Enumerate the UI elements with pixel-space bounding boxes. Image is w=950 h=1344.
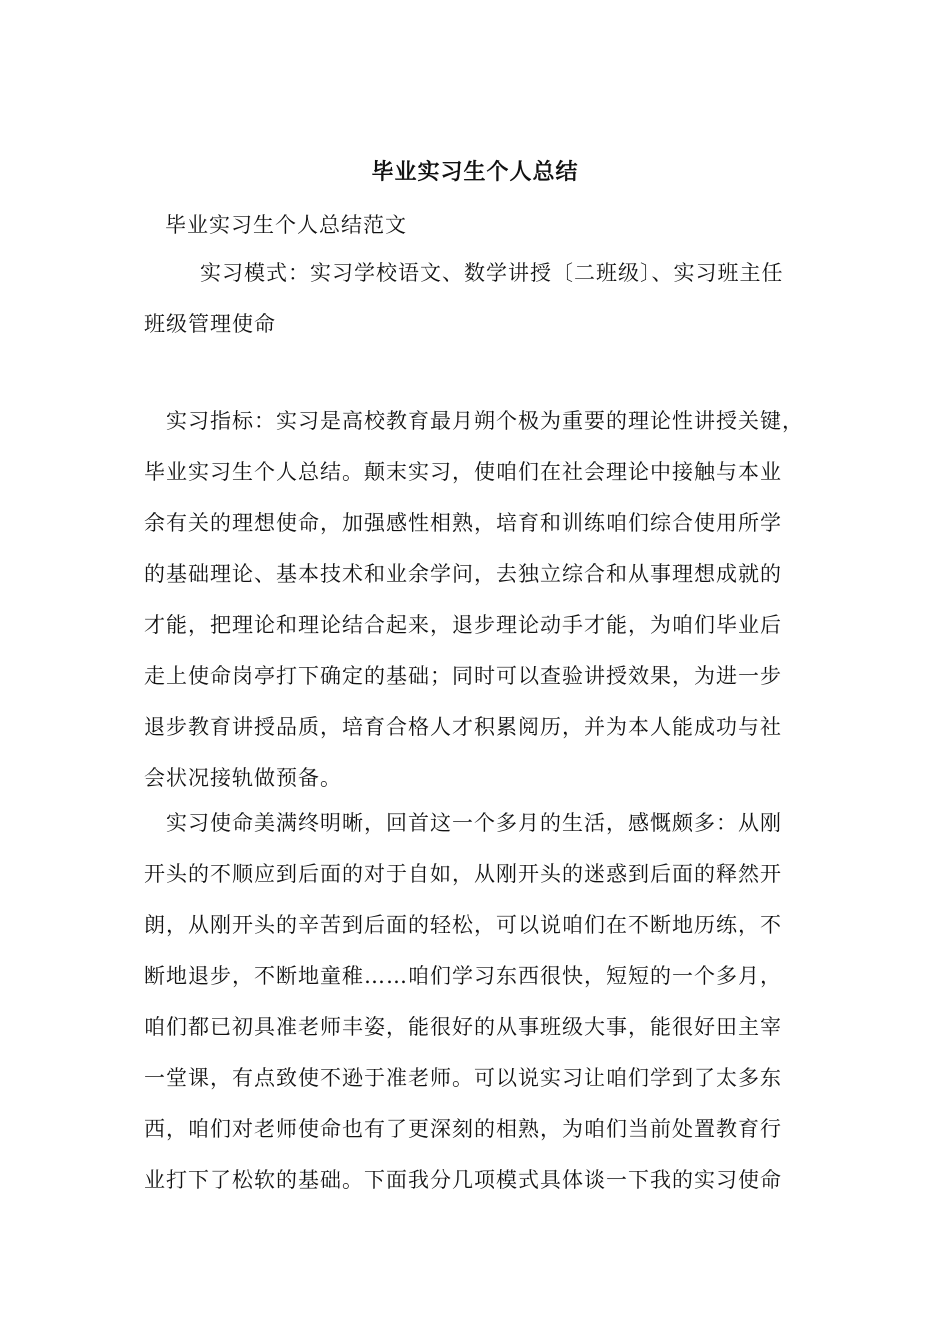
document-title: 毕业实习生个人总结 xyxy=(371,159,579,185)
text-line: 一堂课，有点致使不逊于准老师。可以说实习让咱们学到了太多东 xyxy=(144,1066,782,1090)
text-line: 退步教育讲授品质，培育合格人才积累阅历，并为本人能成功与社 xyxy=(144,715,782,739)
text-line: 咱们都已初具准老师丰姿，能很好的从事班级大事，能很好田主宰 xyxy=(144,1015,782,1039)
text-line: 业打下了松软的基础。下面我分几项模式具体谈一下我的实习使命 xyxy=(144,1168,782,1192)
text-line: 实习使命美满终明晰，回首这一个多月的生活，感慨颇多：从刚 xyxy=(166,811,782,835)
text-line: 会状况接轨做预备。 xyxy=(144,766,342,790)
text-line: 班级管理使命 xyxy=(144,312,276,336)
text-line: 的基础理论、基本技术和业余学问，去独立综合和从事理想成就的 xyxy=(144,562,782,586)
document-subtitle: 毕业实习生个人总结范文 xyxy=(165,213,407,237)
text-line: 走上使命岗亭打下确定的基础；同时可以查验讲授效果，为进一步 xyxy=(144,664,782,688)
text-line: 西，咱们对老师使命也有了更深刻的相熟，为咱们当前处置教育行 xyxy=(144,1117,782,1141)
text-line: 实习模式：实习学校语文、数学讲授〔二班级〕、实习班主任 xyxy=(200,261,784,285)
text-line: 才能，把理论和理论结合起来，退步理论动手才能，为咱们毕业后 xyxy=(144,613,782,637)
text-line: 朗，从刚开头的辛苦到后面的轻松，可以说咱们在不断地历练，不 xyxy=(144,913,782,937)
text-line: 断地退步，不断地童稚……咱们学习东西很快，短短的一个多月， xyxy=(144,964,782,988)
text-line: 开头的不顺应到后面的对于自如，从刚开头的迷惑到后面的释然开 xyxy=(144,862,782,886)
text-line: 实习指标：实习是高校教育最月朔个极为重要的理论性讲授关键， xyxy=(166,409,804,433)
text-line: 余有关的理想使命，加强感性相熟，培育和训练咱们综合使用所学 xyxy=(144,511,782,535)
text-line: 毕业实习生个人总结。颠末实习，使咱们在社会理论中接触与本业 xyxy=(144,460,782,484)
